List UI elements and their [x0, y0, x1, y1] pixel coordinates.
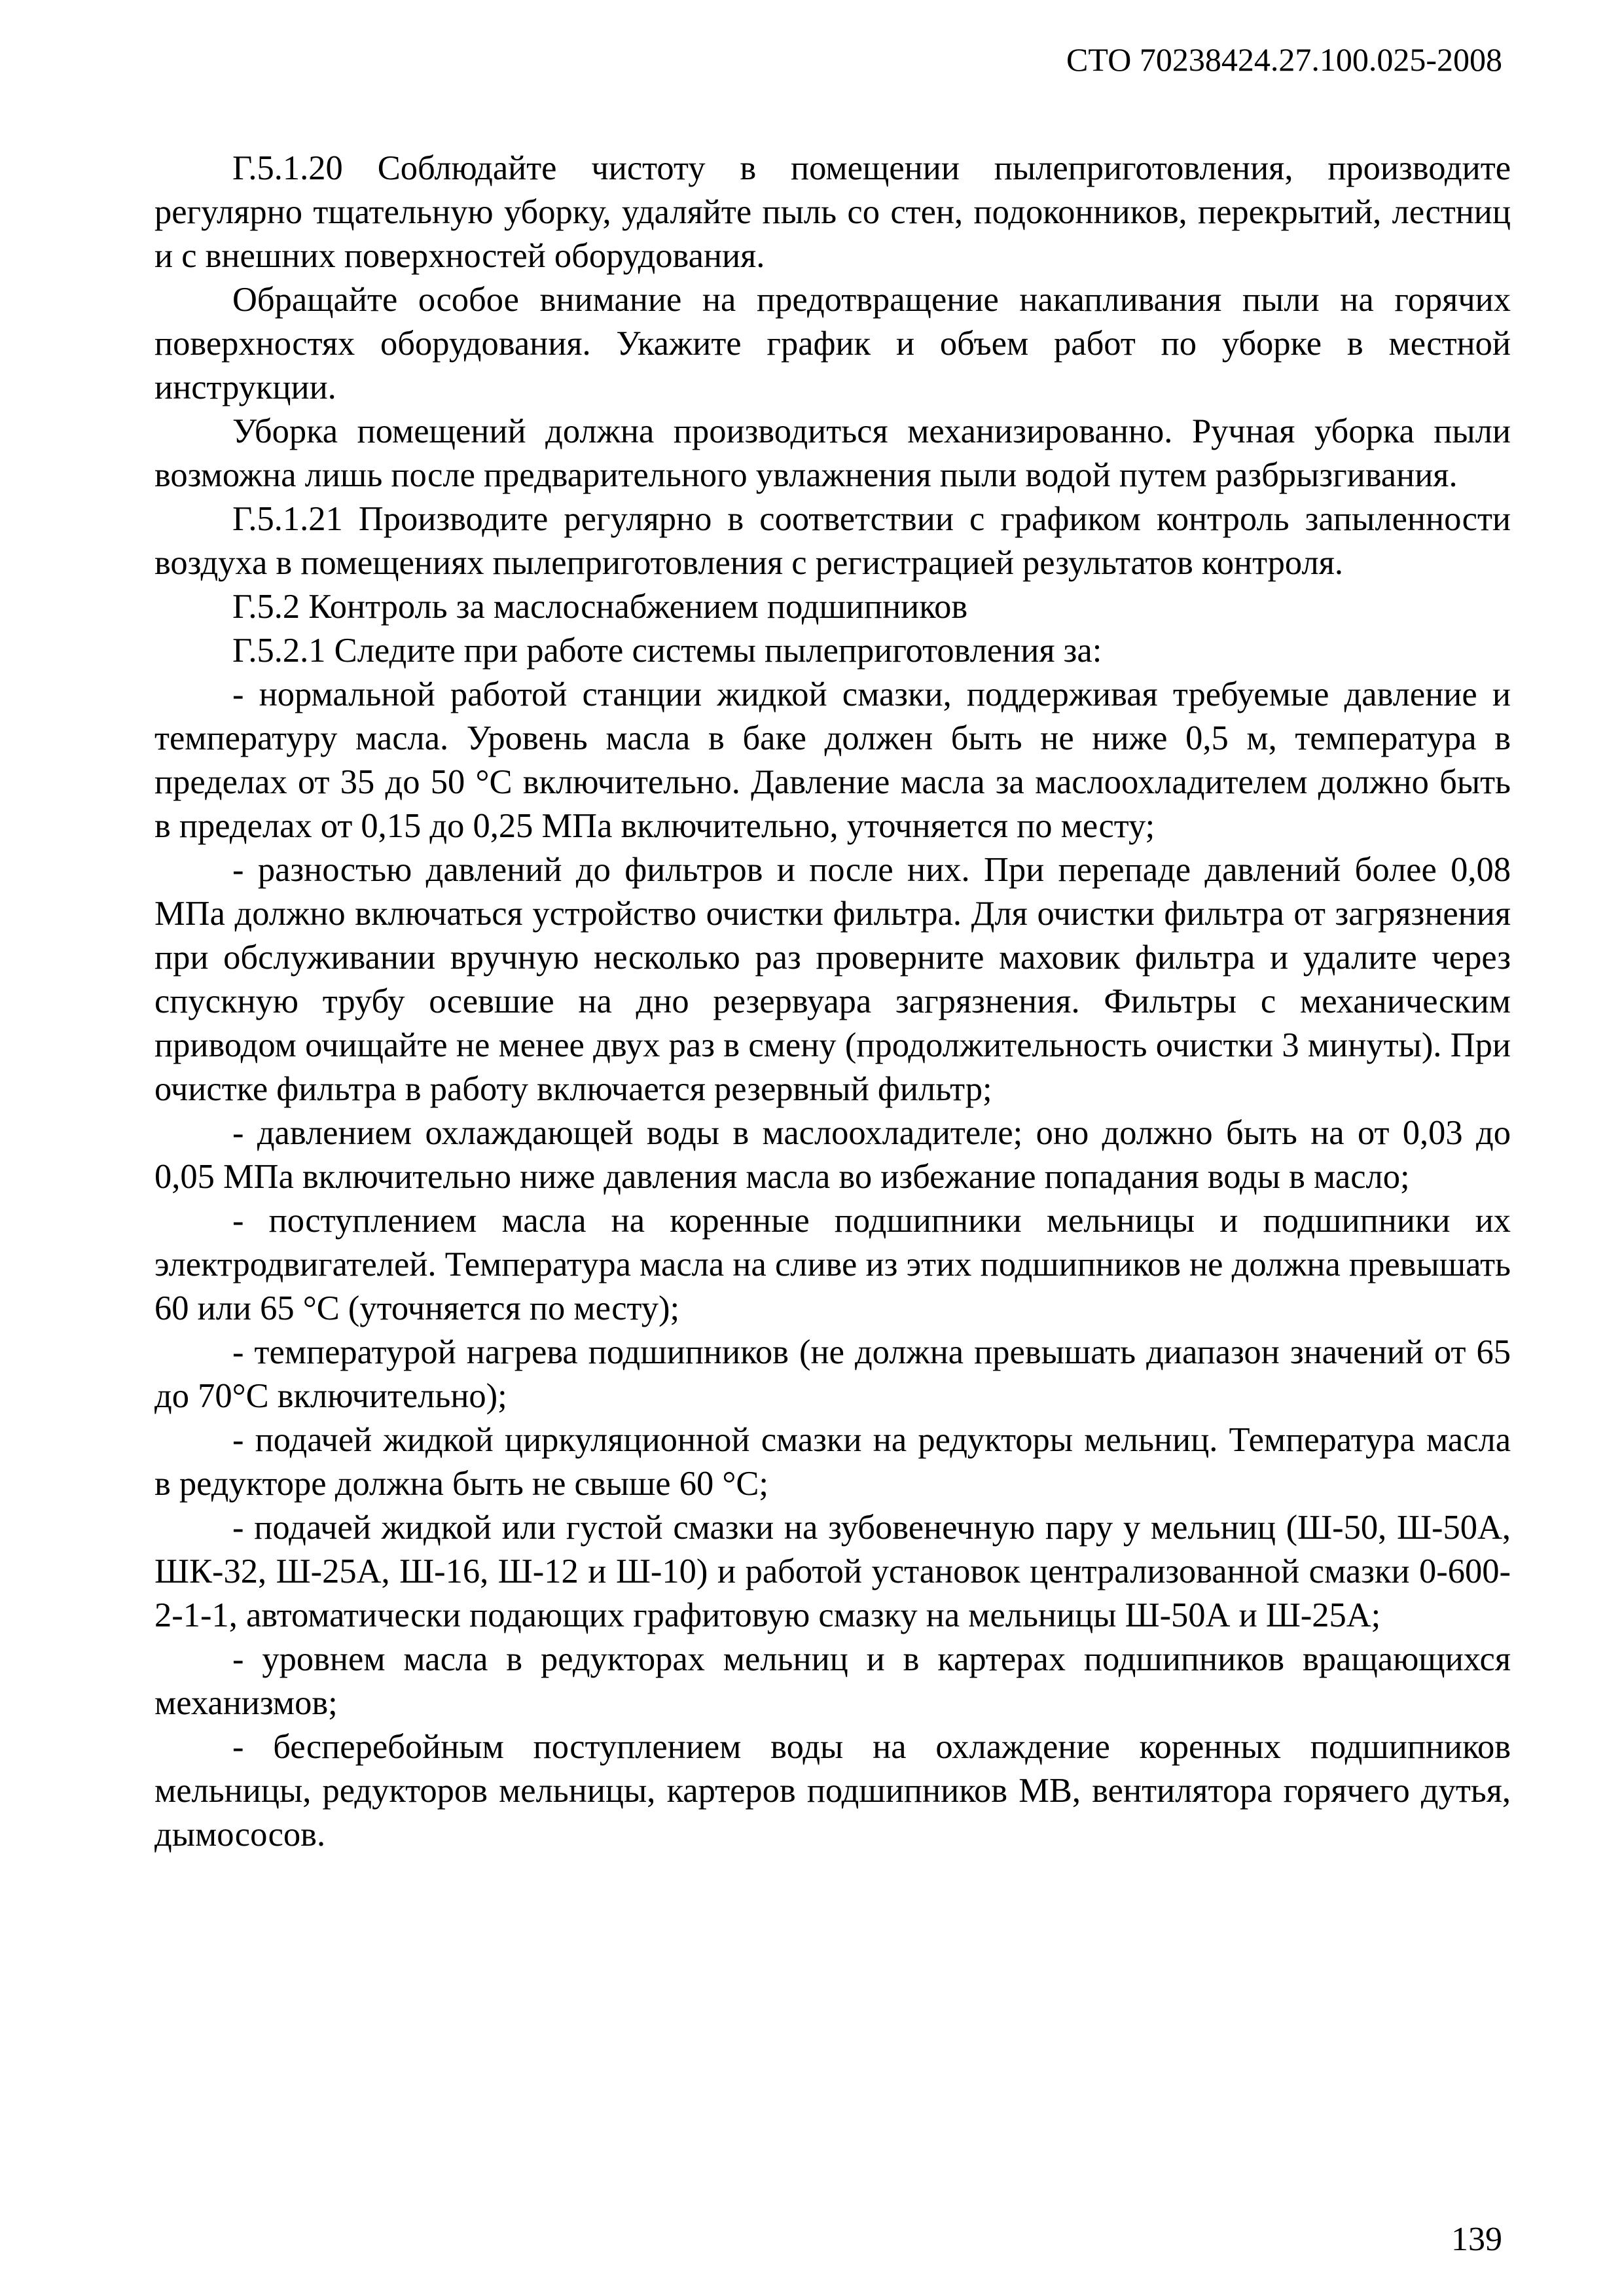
- paragraph-g-5-2-1: Г.5.2.1 Следите при работе системы пылеприготовления за:: [232, 632, 1102, 670]
- list-item-lubrication-station: - нормальной работой станции жидкой смазки, поддерживая требуемые давление и температуру масла. Уровень масла в баке должен быть не ниже 0,5 м, температура в пределах от 35 до 50 °С включительно. Давление масла за маслоохладителем должно быть в пределах от 0,15 до 0,25 МПа включительно, уточняется по месту;: [154, 675, 1511, 845]
- paragraph-mechanized-cleaning: Уборка помещений должна производиться механизированно. Ручная уборка пыли возможна лишь после предварительного увлажнения пыли водой путем разбрызгивания.: [154, 412, 1511, 494]
- document-body: [154, 147, 1511, 1857]
- list-item-oil-level: - уровнем масла в редукторах мельниц и в картерах подшипников вращающихся механизмов;: [154, 1640, 1511, 1722]
- section-heading-g-5-2: Г.5.2 Контроль за маслоснабжением подшипников: [232, 588, 968, 626]
- list-item-water-supply: - бесперебойным поступлением воды на охлаждение коренных подшипников мельницы, редукторов мельницы, картеров подшипников МВ, вентилятора горячего дутья, дымососов.: [154, 1728, 1511, 1854]
- list-item-bearing-temperature: - температурой нагрева подшипников (не должна превышать диапазон значений от 65 до 70°С включительно);: [154, 1333, 1511, 1415]
- list-item-filter-pressure: - разностью давлений до фильтров и после них. При перепаде давлений более 0,08 МПа должно включаться устройство очистки фильтра. Для очистки фильтра от загрязнения при обслуживании вручную несколько раз проверните маховик фильтра и удалите через спускную трубу осевшие на дно резервуара загрязнения. Фильтры с механическим приводом очищайте не менее двух раз в смену (продолжительность очистки 3 минуты). При очистке фильтра в работу включается резервный фильтр;: [154, 851, 1511, 1108]
- paragraph-g-5-1-21: Г.5.1.21 Производите регулярно в соответствии с графиком контроль запыленности воздуха в помещениях пылеприготовления с регистрацией результатов контроля.: [154, 500, 1511, 582]
- paragraph-dust-accumulation: Обращайте особое внимание на предотвращение накапливания пыли на горячих поверхностях оборудования. Укажите график и объем работ по уборке в местной инструкции.: [154, 281, 1511, 406]
- list-item-gear-pair-lubrication: - подачей жидкой или густой смазки на зубовенечную пару у мельниц (Ш-50, Ш-50А, ШК-32, Ш-25А, Ш-16, Ш-12 и Ш-10) и работой установок централизованной смазки 0-600-2-1-1, автоматически подающих графитовую смазку на мельницы Ш-50А и Ш-25А;: [154, 1509, 1511, 1634]
- list-item-main-bearings: - поступлением масла на коренные подшипники мельницы и подшипники их электродвигателей. Температура масла на сливе из этих подшипников не должна превышать 60 или 65 °С (уточняется по месту);: [154, 1202, 1511, 1327]
- document-code-header: СТО 70238424.27.100.025-2008: [1066, 41, 1502, 78]
- paragraph-g-5-1-20: Г.5.1.20 Соблюдайте чистоту в помещении пылеприготовления, производите регулярно тщательную уборку, удаляйте пыль со стен, подоконников, перекрытий, лестниц и с внешних поверхностей оборудования.: [154, 149, 1511, 275]
- list-item-gearbox-lubrication: - подачей жидкой циркуляционной смазки на редукторы мельниц. Температура масла в редукторе должна быть не свыше 60 °С;: [154, 1421, 1511, 1503]
- page-number: 139: [1451, 2221, 1502, 2258]
- list-item-cooling-water: - давлением охлаждающей воды в маслоохладителе; оно должно быть на от 0,03 до 0,05 МПа включительно ниже давления масла во избежание попадания воды в масло;: [154, 1114, 1511, 1196]
